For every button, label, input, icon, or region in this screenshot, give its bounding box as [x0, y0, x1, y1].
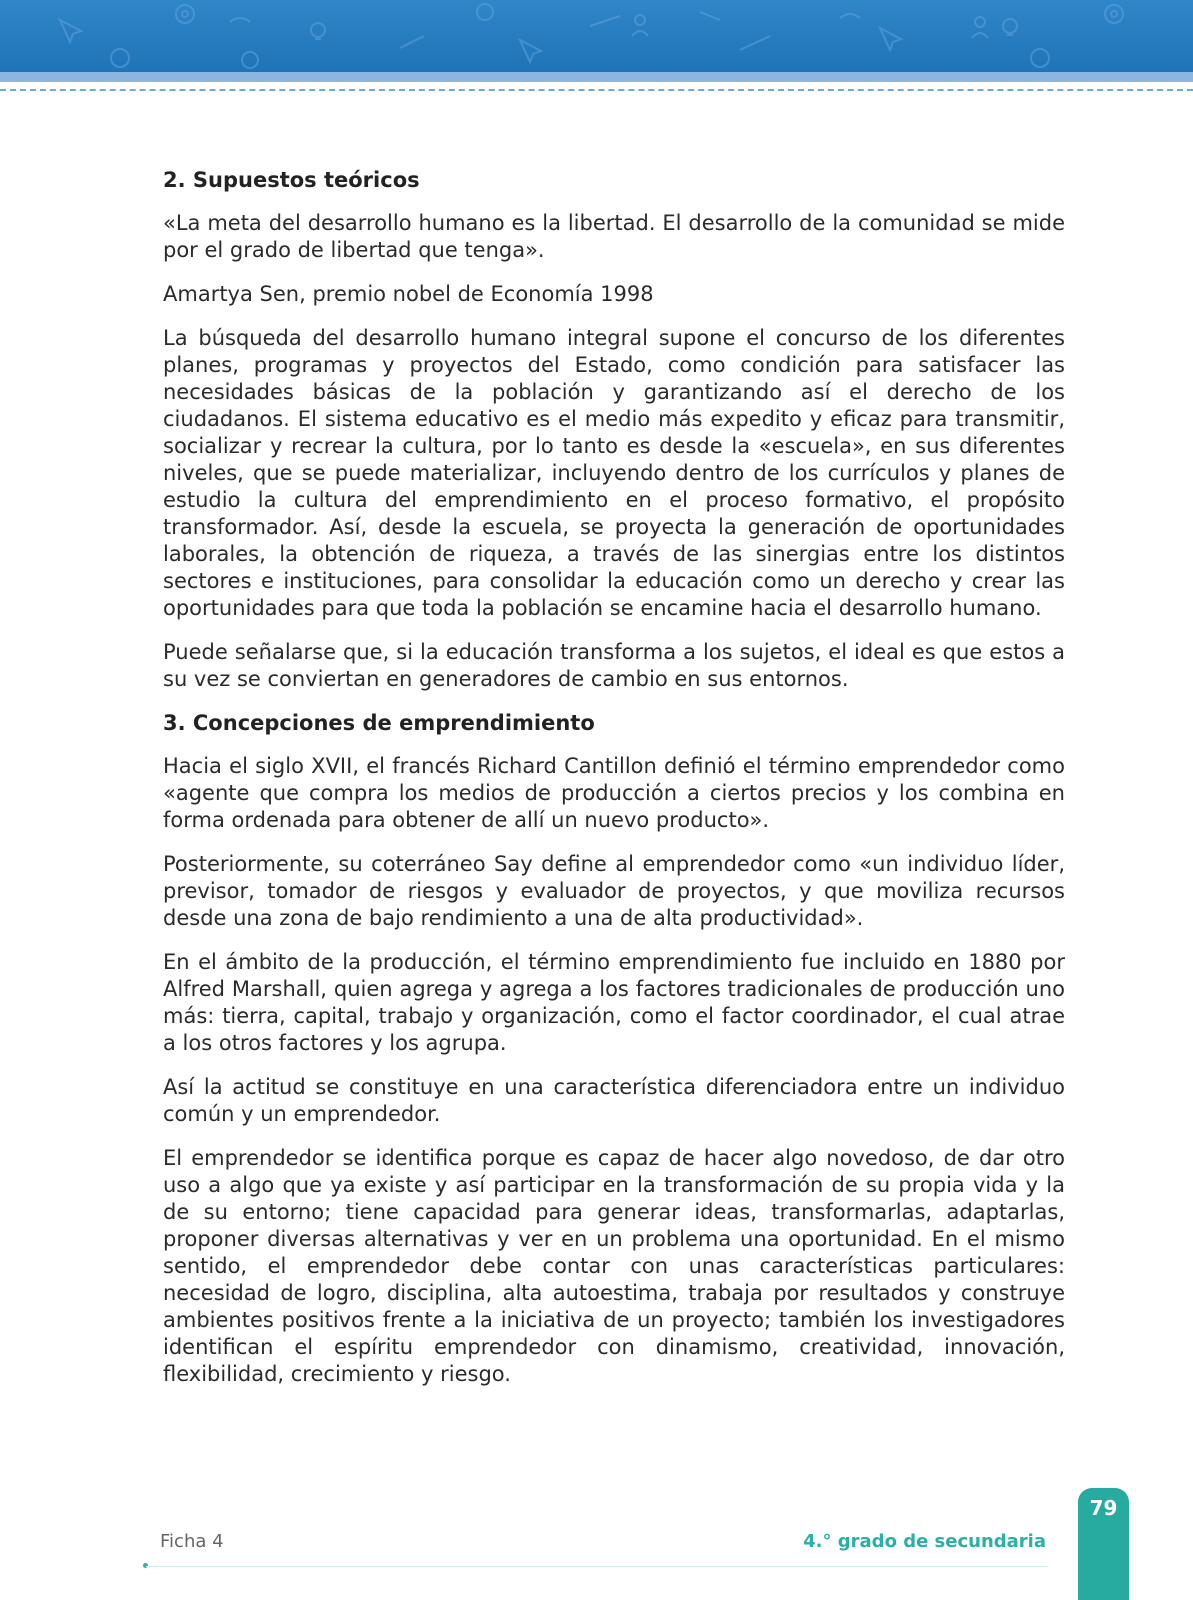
header-banner	[0, 0, 1193, 72]
person-icon	[632, 15, 988, 38]
page-number-tab	[1078, 1488, 1129, 1600]
banner-pattern	[0, 0, 1193, 72]
body-paragraph: Hacia el siglo XVII, el francés Richard Cantillon definió el término emprendedor como «agente que compra los medios de producción a ciertos precios y los combina en forma ordenada para obtener de allí un nuevo producto».	[163, 754, 1065, 832]
cursor-icon	[60, 20, 901, 62]
section-heading: 2. Supuestos teóricos	[163, 168, 420, 192]
body-paragraph: Así la actitud se constituye en una característica diferenciadora entre un individuo común y un emprendedor.	[163, 1075, 1065, 1126]
quote-paragraph: «La meta del desarrollo humano es la libertad. El desarrollo de la comunidad se mide por el grado de libertad que tenga».	[163, 211, 1065, 262]
footer-ficha-label: Ficha 4	[160, 1531, 224, 1552]
section-supuestos	[163, 167, 1065, 693]
page-content	[163, 167, 1065, 1405]
body-paragraph: En el ámbito de la producción, el término emprendimiento fue incluido en 1880 por Alfred Marshall, quien agrega y agrega a los factores tradicionales de producción uno más: tierra, capital, trabajo y organización, como el factor coordinador, el cual atrae a los otros factores y los agrupa.	[163, 950, 1065, 1055]
section-heading: 3. Concepciones de emprendimiento	[163, 711, 595, 735]
smiley-icon	[111, 49, 1049, 68]
body-paragraph: El emprendedor se identifica porque es capaz de hacer algo novedoso, de dar otro uso a algo que ya existe y así participar en la transformación de su propia vida y la de su entorno; tiene capacidad para generar ideas, transformarlas, adaptarlas, proponer diversas alternativas y ver en un problema una oportunidad. En el mismo sentido, el emprendedor debe contar con unas características particulares: necesidad de logro, disciplina, alta autoestima, trabaja por resultados y construye ambientes positivos frente a la iniciativa de un proyecto; también los investigadores identifican el espíritu emprendedor con dinamismo, creatividad, innovación, flexibilidad, crecimiento y riesgo.	[163, 1146, 1065, 1386]
footer-grade-label: 4.° grado de secundaria	[803, 1531, 1046, 1552]
dashed-divider	[0, 89, 1193, 91]
lightbulb-icon	[311, 19, 1017, 39]
page-number: 79	[1089, 1496, 1118, 1520]
banner-strip	[0, 72, 1193, 82]
body-paragraph: Posteriormente, su coterráneo Say define al emprendedor como «un individuo líder, previsor, tomador de riesgos y evaluador de proyectos, y que moviliza recursos desde una zona de bajo rendimiento a una de alta productividad».	[163, 852, 1065, 930]
footer-rule	[146, 1566, 1048, 1567]
body-paragraph: La búsqueda del desarrollo humano integral supone el concurso de los diferentes planes, programas y proyectos del Estado, como condición para satisfacer las necesidades básicas de la población y garantizando así el derecho de los ciudadanos. El sistema educativo es el medio más expedito y eficaz para transmitir, socializar y recrear la cultura, por lo tanto es desde la «escuela», en sus diferentes niveles, que se puede materializar, incluyendo dentro de los currículos y planes de estudio la cultura del emprendimiento en el proceso formativo, el propósito transformador. Así, desde la escuela, se proyecta la generación de oportunidades laborales, la obtención de riqueza, a través de las sinergias entre los distintos sectores e instituciones, para consolidar la educación como un derecho y crear las oportunidades para que toda la población se encamine hacia el desarrollo humano.	[163, 326, 1065, 620]
quote-attribution: Amartya Sen, premio nobel de Economía 1998	[163, 282, 654, 306]
body-paragraph: Puede señalarse que, si la educación transforma a los sujetos, el ideal es que estos a su vez se conviertan en generadores de cambio en sus entornos.	[163, 640, 1065, 691]
section-concepciones	[163, 710, 1065, 1388]
gear-icon	[176, 4, 1123, 23]
